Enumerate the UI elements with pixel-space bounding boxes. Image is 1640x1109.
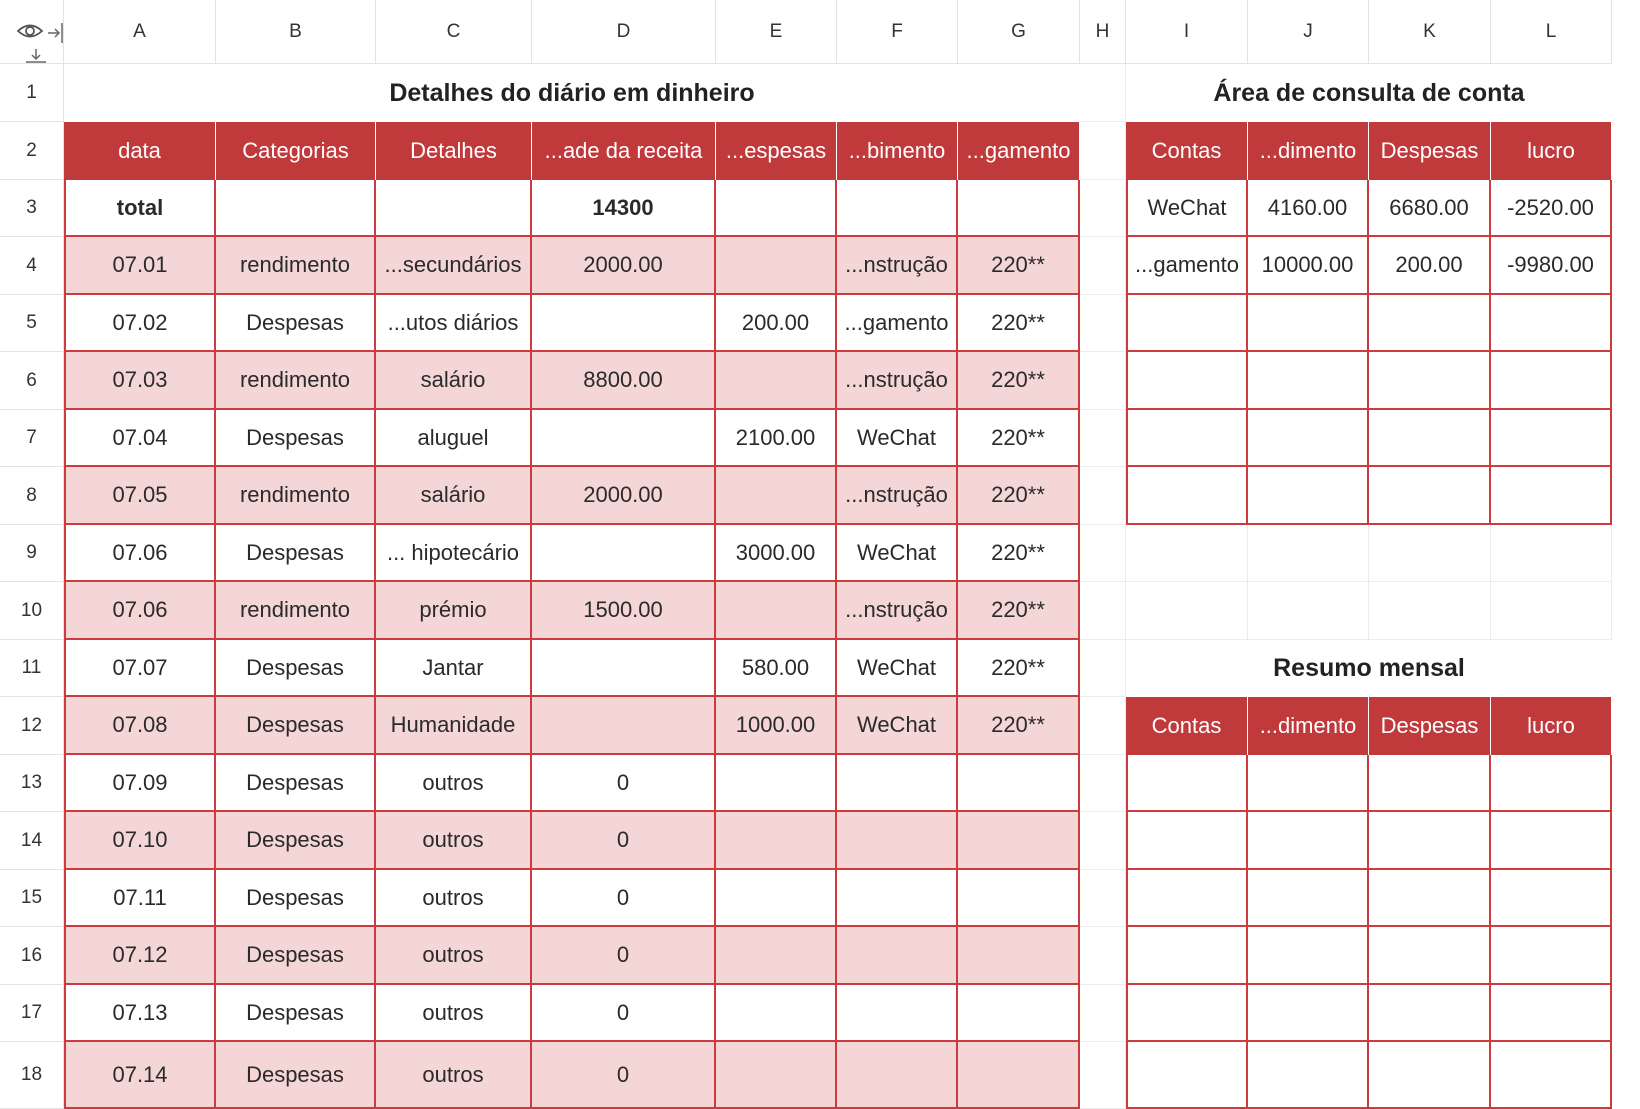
row-header-8[interactable]: 8 <box>0 467 64 525</box>
journal-cell[interactable]: Humanidade <box>376 697 532 755</box>
journal-cell[interactable]: 07.01 <box>64 237 216 295</box>
journal-header-3[interactable]: Detalhes <box>376 122 532 180</box>
journal-cell[interactable] <box>958 870 1080 927</box>
column-header-e[interactable]: E <box>716 0 837 64</box>
grid-cell[interactable] <box>1369 582 1491 640</box>
grid-cell[interactable] <box>1248 525 1369 582</box>
row-header-16[interactable]: 16 <box>0 927 64 985</box>
grid-cell[interactable] <box>1080 525 1126 582</box>
monthly-summary-header-4[interactable]: lucro <box>1491 697 1612 755</box>
monthly-summary-cell[interactable] <box>1491 755 1612 812</box>
journal-cell[interactable] <box>532 640 716 697</box>
journal-cell[interactable] <box>532 295 716 352</box>
journal-cell[interactable]: 220** <box>958 525 1080 582</box>
journal-cell[interactable]: 580.00 <box>716 640 837 697</box>
grid-cell[interactable] <box>1080 352 1126 410</box>
grid-cell[interactable] <box>1080 640 1126 697</box>
journal-cell[interactable]: 220** <box>958 352 1080 410</box>
journal-cell[interactable] <box>716 812 837 870</box>
eye-icon[interactable] <box>16 20 44 42</box>
journal-cell[interactable]: WeChat <box>837 525 958 582</box>
monthly-summary-cell[interactable] <box>1248 812 1369 870</box>
monthly-summary-cell[interactable] <box>1126 927 1248 985</box>
grid-cell[interactable] <box>1491 582 1612 640</box>
journal-cell[interactable]: WeChat <box>837 697 958 755</box>
journal-cell[interactable]: Despesas <box>216 295 376 352</box>
column-header-j[interactable]: J <box>1248 0 1369 64</box>
journal-header-2[interactable]: Categorias <box>216 122 376 180</box>
account-query-cell[interactable] <box>1491 295 1612 352</box>
account-query-cell[interactable] <box>1369 295 1491 352</box>
journal-cell[interactable] <box>837 985 958 1042</box>
journal-cell[interactable]: 0 <box>532 927 716 985</box>
journal-cell[interactable]: Despesas <box>216 640 376 697</box>
journal-header-5[interactable]: ...espesas <box>716 122 837 180</box>
journal-cell[interactable]: ...nstrução <box>837 582 958 640</box>
journal-cell[interactable]: 0 <box>532 870 716 927</box>
journal-cell[interactable]: 07.07 <box>64 640 216 697</box>
column-header-g[interactable]: G <box>958 0 1080 64</box>
journal-cell[interactable]: outros <box>376 927 532 985</box>
journal-cell[interactable]: Jantar <box>376 640 532 697</box>
journal-cell[interactable]: outros <box>376 870 532 927</box>
account-query-cell[interactable] <box>1248 467 1369 525</box>
monthly-summary-cell[interactable] <box>1369 755 1491 812</box>
monthly-summary-cell[interactable] <box>1126 755 1248 812</box>
monthly-summary-cell[interactable] <box>1126 870 1248 927</box>
row-header-4[interactable]: 4 <box>0 237 64 295</box>
journal-cell[interactable]: outros <box>376 985 532 1042</box>
journal-cell[interactable]: ...secundários <box>376 237 532 295</box>
journal-cell[interactable]: WeChat <box>837 410 958 467</box>
account-query-cell[interactable] <box>1491 410 1612 467</box>
monthly-summary-cell[interactable] <box>1126 985 1248 1042</box>
monthly-summary-header-2[interactable]: ...dimento <box>1248 697 1369 755</box>
account-query-cell[interactable]: 6680.00 <box>1369 180 1491 237</box>
grid-cell[interactable] <box>1080 180 1126 237</box>
journal-cell[interactable]: 220** <box>958 410 1080 467</box>
account-query-cell[interactable] <box>1126 467 1248 525</box>
journal-cell[interactable]: Despesas <box>216 755 376 812</box>
column-header-d[interactable]: D <box>532 0 716 64</box>
journal-cell[interactable]: 07.03 <box>64 352 216 410</box>
freeze-rows-icon[interactable] <box>24 48 48 64</box>
journal-cell[interactable]: 2000.00 <box>532 237 716 295</box>
monthly-summary-cell[interactable] <box>1369 870 1491 927</box>
account-query-header-4[interactable]: lucro <box>1491 122 1612 180</box>
journal-cell[interactable]: ...utos diários <box>376 295 532 352</box>
monthly-summary-cell[interactable] <box>1248 927 1369 985</box>
account-query-cell[interactable]: 10000.00 <box>1248 237 1369 295</box>
monthly-summary-title[interactable]: Resumo mensal <box>1126 640 1612 697</box>
journal-header-7[interactable]: ...gamento <box>958 122 1080 180</box>
row-header-2[interactable]: 2 <box>0 122 64 180</box>
journal-cell[interactable]: aluguel <box>376 410 532 467</box>
journal-cell[interactable]: ... hipotecário <box>376 525 532 582</box>
journal-header-1[interactable]: data <box>64 122 216 180</box>
monthly-summary-cell[interactable] <box>1491 812 1612 870</box>
journal-cell[interactable]: 07.06 <box>64 582 216 640</box>
column-header-i[interactable]: I <box>1126 0 1248 64</box>
journal-cell[interactable] <box>958 1042 1080 1109</box>
journal-total-cell[interactable] <box>376 180 532 237</box>
row-header-9[interactable]: 9 <box>0 525 64 582</box>
account-query-cell[interactable] <box>1491 467 1612 525</box>
row-header-15[interactable]: 15 <box>0 870 64 927</box>
journal-cell[interactable]: Despesas <box>216 870 376 927</box>
journal-cell[interactable]: prémio <box>376 582 532 640</box>
journal-cell[interactable] <box>716 927 837 985</box>
journal-cell[interactable]: 07.12 <box>64 927 216 985</box>
monthly-summary-cell[interactable] <box>1491 1042 1612 1109</box>
monthly-summary-header-3[interactable]: Despesas <box>1369 697 1491 755</box>
row-header-3[interactable]: 3 <box>0 180 64 237</box>
journal-total-cell[interactable] <box>716 180 837 237</box>
account-query-cell[interactable] <box>1126 352 1248 410</box>
monthly-summary-cell[interactable] <box>1248 985 1369 1042</box>
journal-cell[interactable] <box>958 985 1080 1042</box>
journal-cell[interactable]: salário <box>376 352 532 410</box>
journal-cell[interactable]: Despesas <box>216 1042 376 1109</box>
journal-cell[interactable]: 0 <box>532 985 716 1042</box>
monthly-summary-cell[interactable] <box>1126 1042 1248 1109</box>
journal-cell[interactable]: WeChat <box>837 640 958 697</box>
column-header-a[interactable]: A <box>64 0 216 64</box>
journal-cell[interactable]: rendimento <box>216 467 376 525</box>
journal-cell[interactable]: outros <box>376 755 532 812</box>
journal-cell[interactable]: 07.06 <box>64 525 216 582</box>
account-query-cell[interactable] <box>1126 410 1248 467</box>
monthly-summary-cell[interactable] <box>1248 870 1369 927</box>
account-query-cell[interactable]: WeChat <box>1126 180 1248 237</box>
journal-cell[interactable]: 8800.00 <box>532 352 716 410</box>
account-query-cell[interactable]: 200.00 <box>1369 237 1491 295</box>
journal-cell[interactable] <box>532 410 716 467</box>
monthly-summary-cell[interactable] <box>1369 812 1491 870</box>
grid-cell[interactable] <box>1080 582 1126 640</box>
grid-cell[interactable] <box>1080 122 1126 180</box>
journal-cell[interactable]: 0 <box>532 812 716 870</box>
journal-cell[interactable]: 07.02 <box>64 295 216 352</box>
account-query-cell[interactable]: 4160.00 <box>1248 180 1369 237</box>
row-header-5[interactable]: 5 <box>0 295 64 352</box>
journal-cell[interactable] <box>716 467 837 525</box>
account-query-cell[interactable] <box>1248 295 1369 352</box>
journal-cell[interactable]: 3000.00 <box>716 525 837 582</box>
journal-cell[interactable] <box>958 927 1080 985</box>
journal-cell[interactable]: 07.13 <box>64 985 216 1042</box>
select-all-corner[interactable] <box>0 0 64 64</box>
journal-cell[interactable]: 2100.00 <box>716 410 837 467</box>
monthly-summary-header-1[interactable]: Contas <box>1126 697 1248 755</box>
journal-cell[interactable]: 07.11 <box>64 870 216 927</box>
journal-total-cell[interactable]: total <box>64 180 216 237</box>
grid-cell[interactable] <box>1491 525 1612 582</box>
grid-cell[interactable] <box>1080 812 1126 870</box>
journal-cell[interactable]: Despesas <box>216 812 376 870</box>
journal-cell[interactable]: 07.09 <box>64 755 216 812</box>
journal-cell[interactable]: rendimento <box>216 237 376 295</box>
journal-cell[interactable]: 220** <box>958 582 1080 640</box>
column-header-h[interactable]: H <box>1080 0 1126 64</box>
column-header-f[interactable]: F <box>837 0 958 64</box>
journal-total-cell[interactable] <box>958 180 1080 237</box>
journal-cell[interactable]: 220** <box>958 467 1080 525</box>
journal-cell[interactable]: 07.10 <box>64 812 216 870</box>
row-header-1[interactable]: 1 <box>0 64 64 122</box>
account-query-cell[interactable] <box>1248 352 1369 410</box>
journal-cell[interactable] <box>716 870 837 927</box>
journal-cell[interactable] <box>716 237 837 295</box>
journal-cell[interactable]: 1500.00 <box>532 582 716 640</box>
journal-cell[interactable] <box>958 812 1080 870</box>
journal-cell[interactable] <box>716 755 837 812</box>
grid-cell[interactable] <box>1080 985 1126 1042</box>
column-header-b[interactable]: B <box>216 0 376 64</box>
grid-cell[interactable] <box>1080 927 1126 985</box>
journal-cell[interactable]: 07.08 <box>64 697 216 755</box>
journal-cell[interactable]: Despesas <box>216 697 376 755</box>
journal-total-cell[interactable] <box>837 180 958 237</box>
journal-cell[interactable] <box>716 1042 837 1109</box>
journal-cell[interactable]: 200.00 <box>716 295 837 352</box>
grid-cell[interactable] <box>1080 870 1126 927</box>
account-query-cell[interactable] <box>1369 467 1491 525</box>
grid-cell[interactable] <box>1126 525 1248 582</box>
journal-cell[interactable]: Despesas <box>216 985 376 1042</box>
journal-cell[interactable]: ...nstrução <box>837 467 958 525</box>
grid-cell[interactable] <box>1080 295 1126 352</box>
grid-cell[interactable] <box>1126 582 1248 640</box>
column-header-c[interactable]: C <box>376 0 532 64</box>
account-query-header-1[interactable]: Contas <box>1126 122 1248 180</box>
grid-cell[interactable] <box>1080 755 1126 812</box>
account-query-header-2[interactable]: ...dimento <box>1248 122 1369 180</box>
monthly-summary-cell[interactable] <box>1248 1042 1369 1109</box>
monthly-summary-cell[interactable] <box>1369 985 1491 1042</box>
journal-cell[interactable]: ...nstrução <box>837 352 958 410</box>
journal-cell[interactable] <box>837 870 958 927</box>
account-query-cell[interactable] <box>1369 410 1491 467</box>
journal-total-cell[interactable]: 14300 <box>532 180 716 237</box>
journal-cell[interactable]: 2000.00 <box>532 467 716 525</box>
monthly-summary-cell[interactable] <box>1491 927 1612 985</box>
journal-cell[interactable] <box>532 697 716 755</box>
journal-cell[interactable] <box>837 755 958 812</box>
account-query-cell[interactable] <box>1369 352 1491 410</box>
row-header-7[interactable]: 7 <box>0 410 64 467</box>
journal-cell[interactable] <box>532 525 716 582</box>
journal-cell[interactable] <box>837 1042 958 1109</box>
account-query-header-3[interactable]: Despesas <box>1369 122 1491 180</box>
journal-cell[interactable]: 07.05 <box>64 467 216 525</box>
row-header-11[interactable]: 11 <box>0 640 64 697</box>
journal-cell[interactable]: 1000.00 <box>716 697 837 755</box>
journal-cell[interactable] <box>837 812 958 870</box>
monthly-summary-cell[interactable] <box>1369 927 1491 985</box>
journal-cell[interactable] <box>716 985 837 1042</box>
account-query-cell[interactable] <box>1248 410 1369 467</box>
grid-cell[interactable] <box>1080 410 1126 467</box>
account-query-title[interactable]: Área de consulta de conta <box>1126 64 1612 122</box>
account-query-cell[interactable]: -2520.00 <box>1491 180 1612 237</box>
journal-cell[interactable]: 220** <box>958 237 1080 295</box>
journal-cell[interactable]: ...nstrução <box>837 237 958 295</box>
account-query-cell[interactable]: ...gamento <box>1126 237 1248 295</box>
journal-cell[interactable] <box>716 582 837 640</box>
journal-cell[interactable]: 07.04 <box>64 410 216 467</box>
row-header-10[interactable]: 10 <box>0 582 64 640</box>
grid-cell[interactable] <box>1080 64 1126 122</box>
row-header-13[interactable]: 13 <box>0 755 64 812</box>
account-query-cell[interactable] <box>1491 352 1612 410</box>
journal-cell[interactable]: rendimento <box>216 352 376 410</box>
monthly-summary-cell[interactable] <box>1126 812 1248 870</box>
journal-cell[interactable] <box>837 927 958 985</box>
grid-cell[interactable] <box>1080 237 1126 295</box>
account-query-cell[interactable]: -9980.00 <box>1491 237 1612 295</box>
grid-cell[interactable] <box>1248 582 1369 640</box>
journal-header-6[interactable]: ...bimento <box>837 122 958 180</box>
journal-cell[interactable]: 220** <box>958 697 1080 755</box>
journal-cell[interactable]: 220** <box>958 295 1080 352</box>
journal-cell[interactable]: rendimento <box>216 582 376 640</box>
journal-header-4[interactable]: ...ade da receita <box>532 122 716 180</box>
row-header-14[interactable]: 14 <box>0 812 64 870</box>
row-header-6[interactable]: 6 <box>0 352 64 410</box>
journal-cell[interactable]: 07.14 <box>64 1042 216 1109</box>
journal-cell[interactable]: ...gamento <box>837 295 958 352</box>
grid-cell[interactable] <box>1080 467 1126 525</box>
journal-cell[interactable]: Despesas <box>216 927 376 985</box>
row-header-18[interactable]: 18 <box>0 1042 64 1109</box>
column-header-k[interactable]: K <box>1369 0 1491 64</box>
journal-cell[interactable]: Despesas <box>216 410 376 467</box>
journal-cell[interactable]: Despesas <box>216 525 376 582</box>
grid-cell[interactable] <box>1080 1042 1126 1109</box>
journal-title[interactable]: Detalhes do diário em dinheiro <box>64 64 1080 122</box>
freeze-columns-icon[interactable] <box>46 22 64 44</box>
monthly-summary-cell[interactable] <box>1248 755 1369 812</box>
journal-cell[interactable]: salário <box>376 467 532 525</box>
grid-cell[interactable] <box>1080 697 1126 755</box>
journal-total-cell[interactable] <box>216 180 376 237</box>
journal-cell[interactable] <box>716 352 837 410</box>
row-header-12[interactable]: 12 <box>0 697 64 755</box>
account-query-cell[interactable] <box>1126 295 1248 352</box>
journal-cell[interactable]: 0 <box>532 755 716 812</box>
journal-cell[interactable]: outros <box>376 812 532 870</box>
monthly-summary-cell[interactable] <box>1369 1042 1491 1109</box>
grid-cell[interactable] <box>1369 525 1491 582</box>
journal-cell[interactable]: 0 <box>532 1042 716 1109</box>
journal-cell[interactable]: 220** <box>958 640 1080 697</box>
row-header-17[interactable]: 17 <box>0 985 64 1042</box>
journal-cell[interactable]: outros <box>376 1042 532 1109</box>
monthly-summary-cell[interactable] <box>1491 985 1612 1042</box>
monthly-summary-cell[interactable] <box>1491 870 1612 927</box>
journal-cell[interactable] <box>958 755 1080 812</box>
column-header-l[interactable]: L <box>1491 0 1612 64</box>
